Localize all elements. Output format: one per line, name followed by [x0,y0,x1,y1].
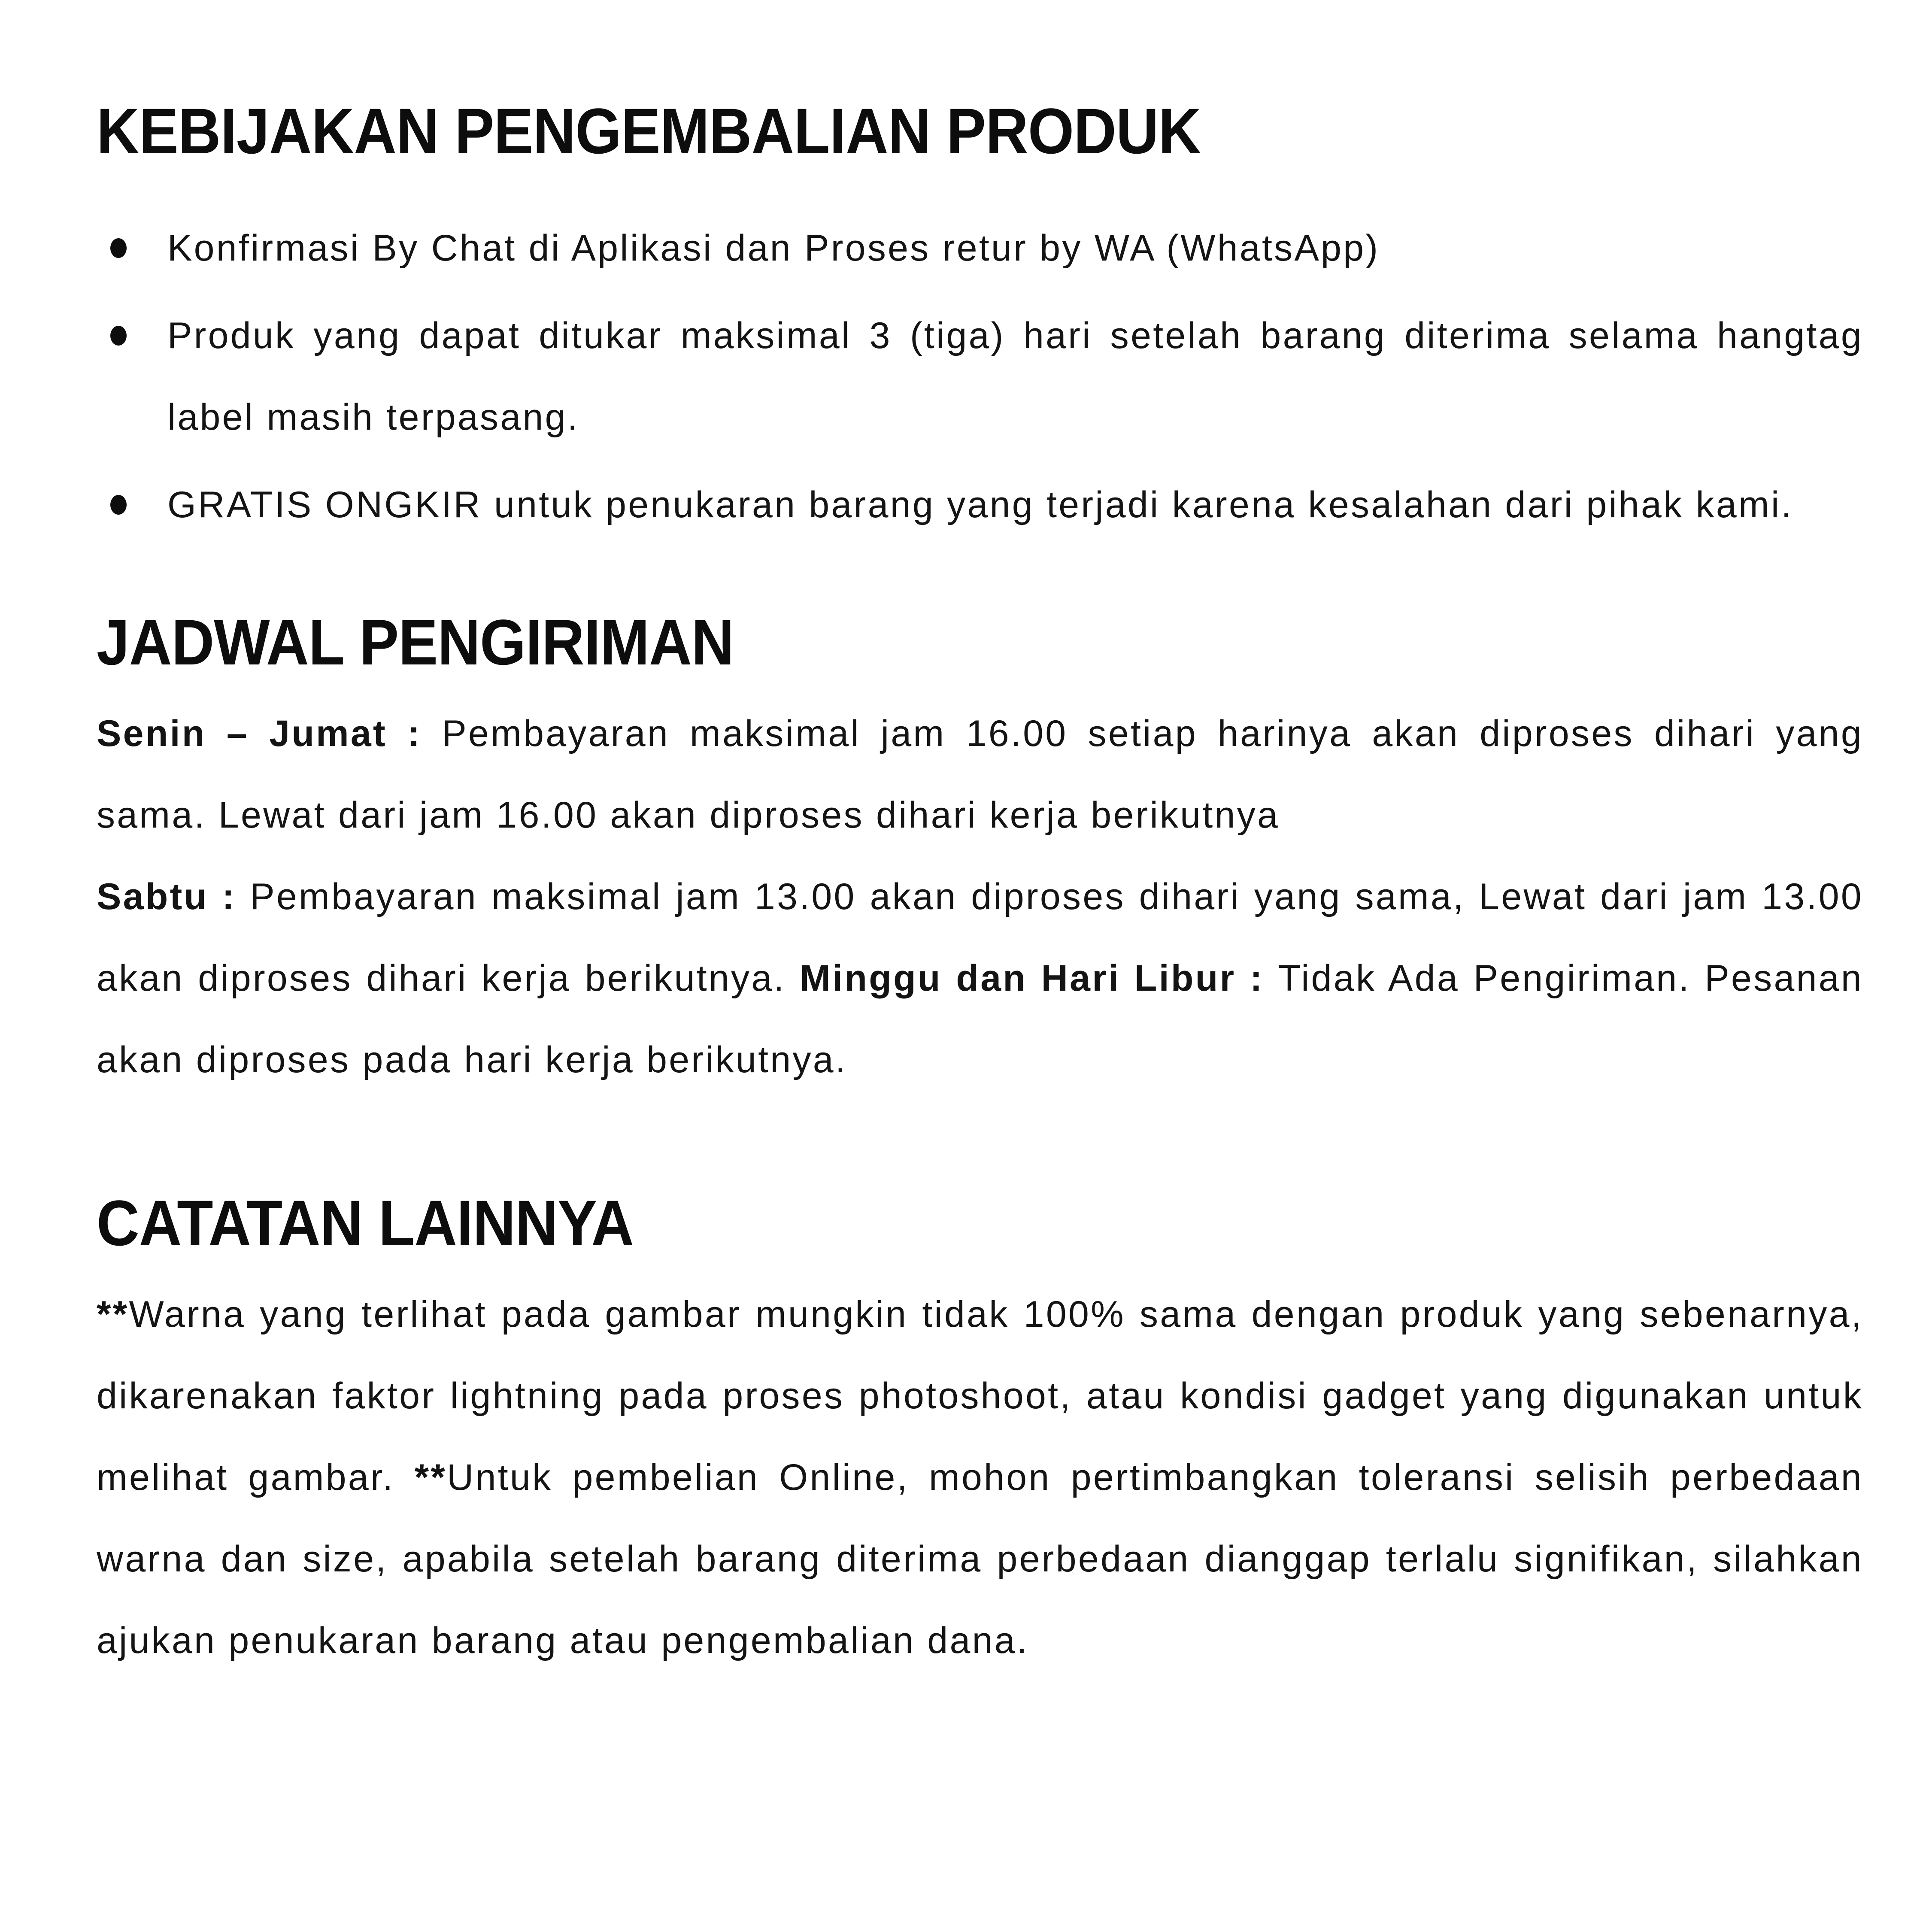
asterisk-marker: ** [97,1294,129,1335]
bullet-item-gratis-ongkir [97,464,1863,546]
label-senin-jumat: Senin – Jumat : [97,713,442,754]
paragraph-catatan [97,1274,1863,1681]
heading-text: JADWAL PENGIRIMAN [97,606,734,678]
text-run: Pembayaran maksimal jam 13.00 akan diproses dihari yang sama, Lewat dari jam 13.00 akan diproses dihari kerja berikutnya. [97,876,1863,999]
bullet-item-konfirmasi [97,207,1863,289]
bullet-dot-icon [110,326,127,346]
bullet-text: Konfirmasi By Chat di Aplikasi dan Proses retur by WA (WhatsApp) [167,227,1380,269]
bullet-item-produk-ditukar [97,295,1863,458]
paragraph-senin-jumat [97,693,1863,856]
label-sabtu: Sabtu : [97,876,250,917]
heading-kebijakan-pengembalian-produk [97,92,1863,170]
paragraph-sabtu-minggu [97,856,1863,1101]
heading-catatan-lainnya [97,1184,1863,1262]
text-run: Tidak Ada Pengiriman. Pesanan akan diproses pada hari kerja berikutnya. [97,958,1863,1080]
bullet-text: Produk yang dapat ditukar maksimal 3 (tiga) hari setelah barang diterima selama hangtag label masih terpasang. [167,315,1863,438]
kebijakan-bullet-list [97,207,1863,546]
asterisk-marker: ** [414,1457,447,1498]
text-run: Warna yang terlihat pada gambar mungkin tidak 100% sama dengan produk yang sebenarnya, dikarenakan faktor lightning pada proses photoshoot, atau kondisi gadget yang digunakan untuk melihat gambar. [97,1294,1863,1498]
text-run: Pembayaran maksimal jam 16.00 setiap harinya akan diproses dihari yang sama. Lewat dari jam 16.00 akan diproses dihari kerja berikutnya [97,713,1863,836]
heading-text: CATATAN LAINNYA [97,1187,634,1259]
heading-text: KEBIJAKAN PENGEMBALIAN PRODUK [97,95,1201,167]
bullet-dot-icon [110,495,127,515]
bullet-text: GRATIS ONGKIR untuk penukaran barang yang terjadi karena kesalahan dari pihak kami. [167,484,1793,525]
bullet-dot-icon [110,238,127,258]
label-minggu-hari-libur: Minggu dan Hari Libur : [800,958,1278,999]
text-run: Untuk pembelian Online, mohon pertimbangkan toleransi selisih perbedaan warna dan size, apabila setelah barang diterima perbedaan dianggap terlalu signifikan, silahkan ajukan penukaran barang atau pengembalian dana. [97,1457,1864,1661]
heading-jadwal-pengiriman [97,604,1863,681]
